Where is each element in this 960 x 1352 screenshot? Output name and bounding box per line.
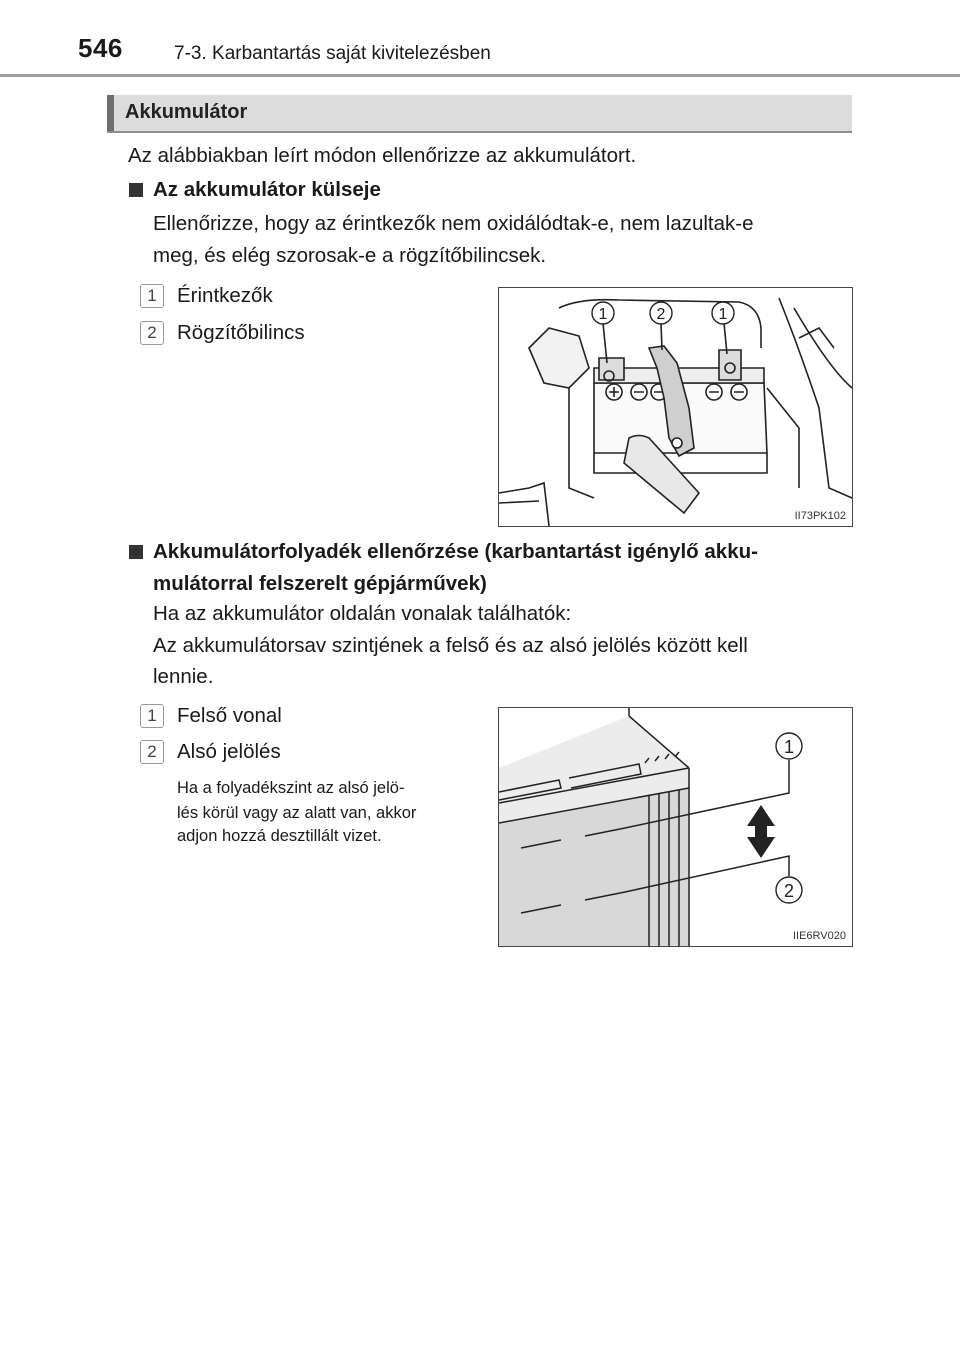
battery-terminals-drawing — [499, 288, 852, 526]
fluid-heading-line1: Akkumulátorfolyadék ellenőrzése (karbantartást igénylő akku- — [153, 540, 758, 563]
callout-2: 2 — [656, 306, 666, 323]
section-accent — [107, 95, 114, 131]
item-number-1: 1 — [140, 284, 164, 308]
exterior-text-line1: Ellenőrizze, hogy az érintkezők nem oxidálódtak-e, nem lazultak-e — [153, 212, 754, 235]
bullet-square — [129, 183, 143, 197]
battery-level-drawing — [499, 708, 852, 946]
page-header — [0, 0, 960, 78]
item-label-clamp: Rögzítőbilincs — [177, 321, 305, 344]
callout-upper: 1 — [783, 737, 795, 757]
page-number: 546 — [78, 33, 123, 63]
bullet-square — [129, 545, 143, 559]
fluid-text-line2: Az akkumulátorsav szintjének a felső és az alsó jelölés között kell — [153, 634, 748, 657]
item-number-1: 1 — [140, 704, 164, 728]
callout-lower: 2 — [783, 881, 795, 901]
fluid-heading-line2: mulátorral felszerelt gépjárművek) — [153, 572, 487, 595]
fluid-text-line3: lennie. — [153, 665, 214, 688]
fluid-text-line1: Ha az akkumulátor oldalán vonalak találhatók: — [153, 602, 572, 625]
section-title: Akkumulátor — [125, 101, 248, 123]
item-label-upper-line: Felső vonal — [177, 704, 282, 727]
battery-terminals-illustration — [498, 287, 853, 527]
fluid-note-line2: lés körül vagy az alatt van, akkor — [177, 804, 417, 822]
item-number-2: 2 — [140, 740, 164, 764]
fluid-note-line3: adjon hozzá desztillált vizet. — [177, 827, 382, 845]
fluid-note-line1: Ha a folyadékszint az alsó jelö- — [177, 779, 405, 797]
figure-code: IIE6RV020 — [792, 930, 846, 942]
intro-text: Az alábbiakban leírt módon ellenőrizze az akkumulátort. — [128, 144, 637, 167]
chapter-title: 7-3. Karbantartás saját kivitelezésben — [174, 43, 491, 64]
exterior-heading: Az akkumulátor külseje — [153, 178, 381, 201]
item-number-2: 2 — [140, 321, 164, 345]
callout-1b: 1 — [718, 306, 728, 323]
header-divider — [0, 74, 960, 77]
battery-level-illustration — [498, 707, 853, 947]
exterior-text-line2: meg, és elég szorosak-e a rögzítőbilincsek. — [153, 244, 547, 267]
callout-1a: 1 — [598, 306, 608, 323]
item-label-terminals: Érintkezők — [177, 284, 273, 307]
figure-code: II73PK102 — [794, 510, 846, 522]
section-underline — [107, 131, 852, 133]
section-heading-bar — [107, 95, 852, 131]
item-label-lower-mark: Alsó jelölés — [177, 740, 281, 763]
